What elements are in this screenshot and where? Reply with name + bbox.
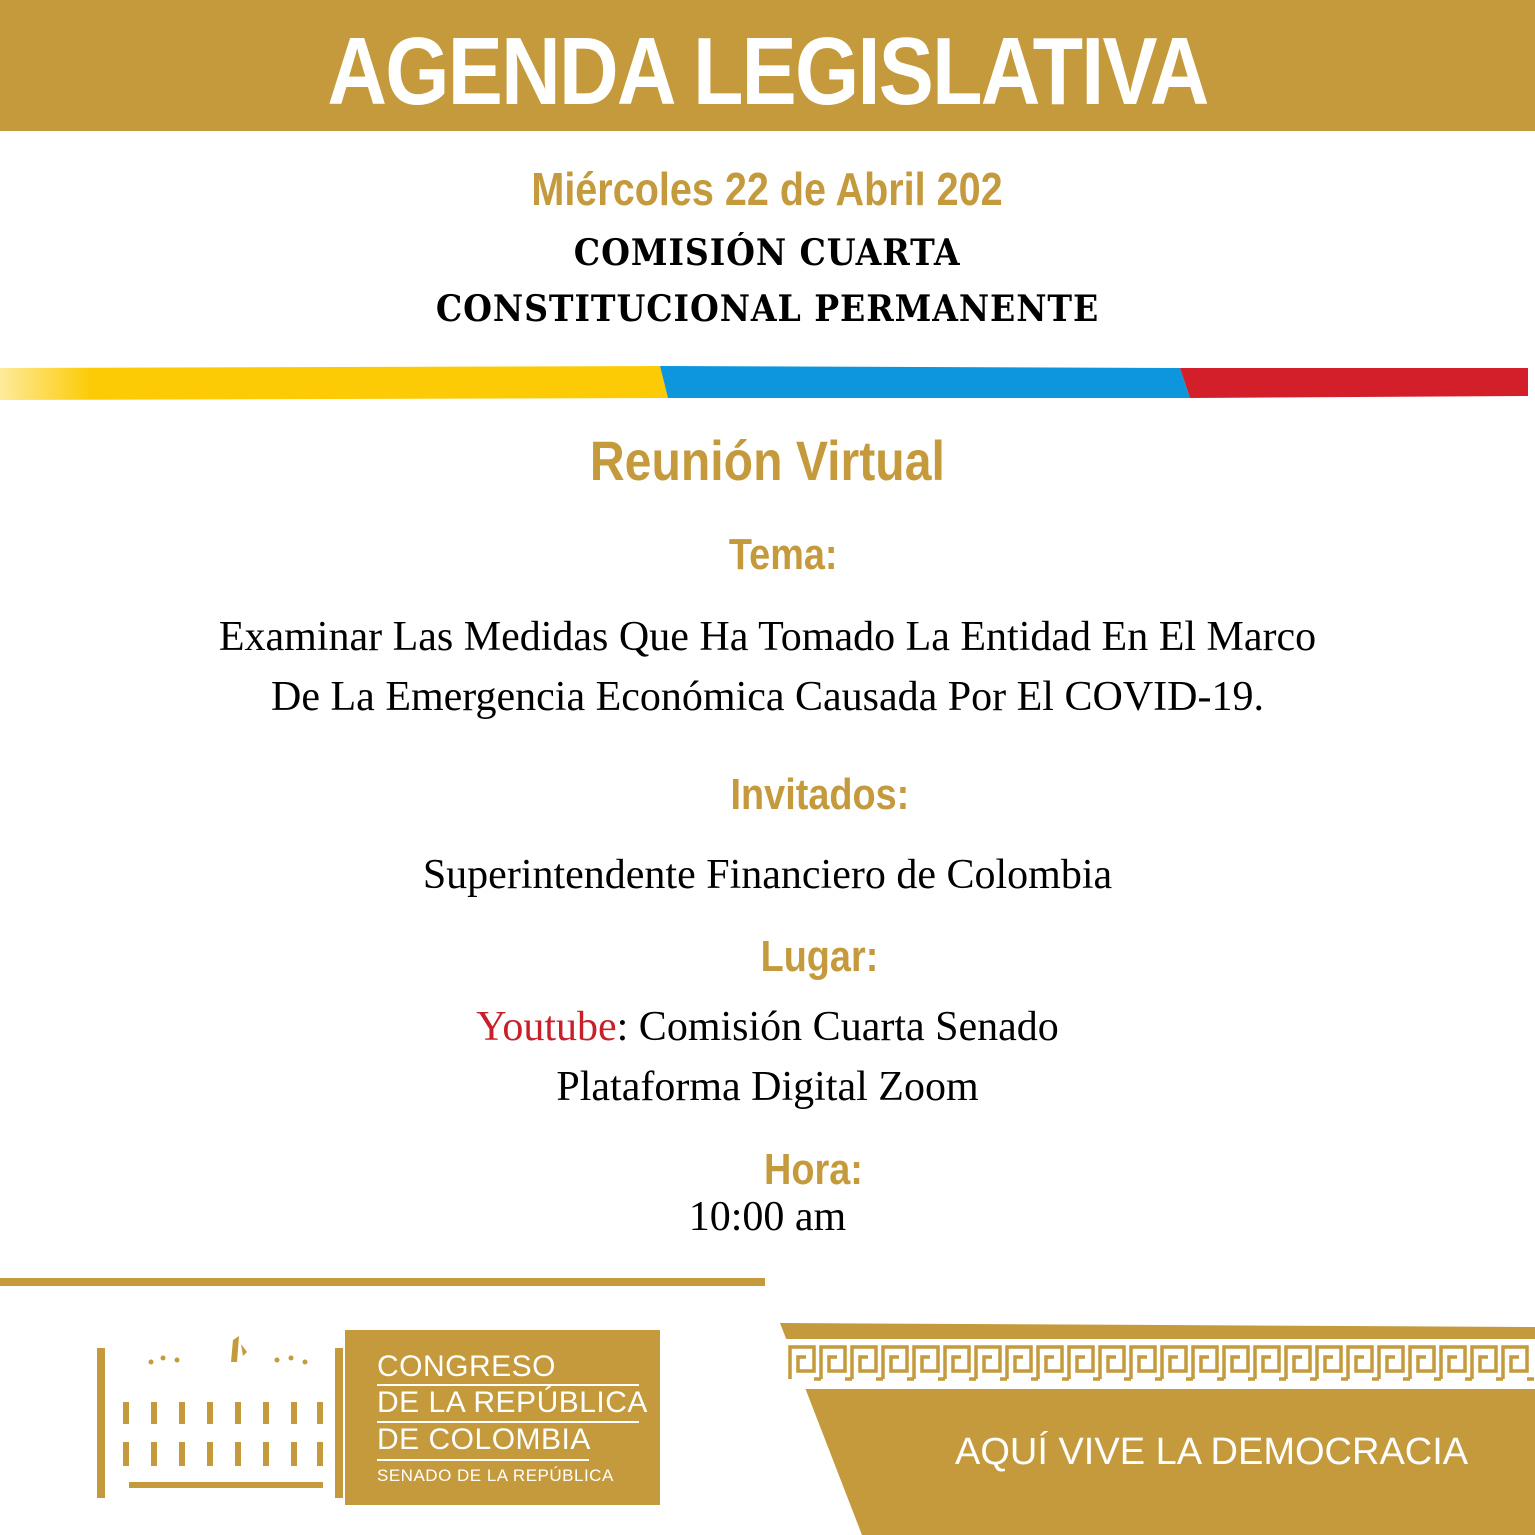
tema-heading: Tema: — [729, 530, 838, 579]
lugar-line-1 — [0, 998, 1535, 1056]
logo-rule — [377, 1459, 589, 1461]
footer-divider — [0, 1278, 765, 1286]
date: Miércoles 22 de Abril 202 — [531, 163, 1004, 215]
youtube-label: Youtube — [476, 1004, 617, 1050]
logo-text-box — [345, 1330, 660, 1505]
meeting-type-heading: Reunión Virtual — [590, 429, 945, 492]
tema-text-line-2: De La Emergencia Económica Causada Por El COVID-19. — [271, 674, 1264, 720]
invitados-heading: Invitados: — [730, 770, 909, 819]
colombia-flag-stripe — [0, 362, 1535, 402]
hora-heading: Hora: — [764, 1145, 863, 1194]
congress-logo — [95, 1330, 660, 1505]
lugar-line-2: Plataforma Digital Zoom — [556, 1064, 979, 1110]
logo-text-republica: DE LA REPÚBLICA — [377, 1386, 648, 1419]
slogan-panel — [780, 1323, 1535, 1535]
slogan-text: AQUÍ VIVE LA DEMOCRACIA — [955, 1431, 1469, 1473]
invitado-text: Superintendente Financiero de Colombia — [422, 852, 1113, 898]
logo-text-congreso: CONGRESO — [377, 1350, 557, 1383]
logo-text-senado: SENADO DE LA REPÚBLICA — [377, 1466, 614, 1485]
capitol-building-icon — [95, 1330, 345, 1505]
logo-text-colombia: DE COLOMBIA — [377, 1423, 591, 1456]
lugar-line-1-rest: : Comisión Cuarta Senado — [616, 1004, 1059, 1050]
page-title: AGENDA LEGISLATIVA — [327, 18, 1208, 125]
header-banner — [0, 0, 1535, 131]
commission-line-1: COMISIÓN CUARTA — [574, 232, 961, 274]
tema-text-line-1: Examinar Las Medidas Que Ha Tomado La Entidad En El Marco — [218, 614, 1317, 660]
lugar-heading: Lugar: — [760, 932, 879, 981]
hora-value: 10:00 am — [688, 1194, 847, 1240]
commission-line-2: CONSTITUCIONAL PERMANENTE — [435, 288, 1100, 330]
